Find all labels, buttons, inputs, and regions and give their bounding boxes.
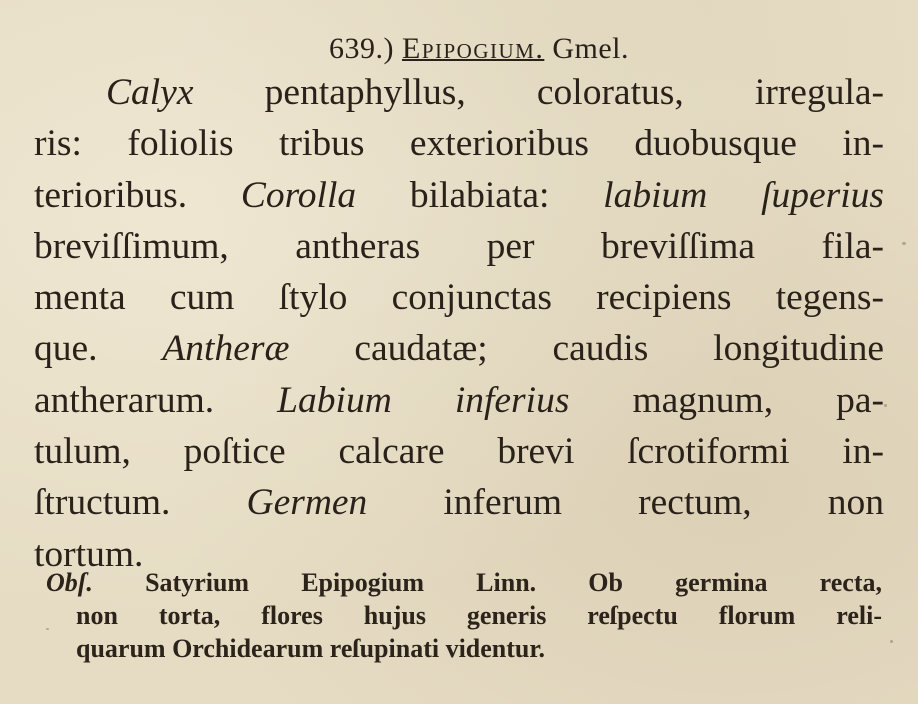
text-line	[46, 566, 882, 599]
term-germen: Germen	[246, 482, 368, 524]
text-run: tulum, poſtice calcare brevi ſcrotiformi in-	[34, 431, 884, 473]
text-line	[46, 632, 882, 665]
text-line	[34, 118, 884, 169]
text-run: bilabiata:	[356, 174, 604, 216]
paper-speck	[884, 404, 887, 407]
text-run: que.	[34, 328, 163, 370]
text-run: quarum Orchidearum reſupinati videntur.	[76, 634, 546, 663]
text-run: non torta, flores hujus generis reſpectu florum reli-	[76, 601, 882, 630]
text-run: pentaphyllus, coloratus, irregula-	[193, 72, 884, 113]
paper-speck	[614, 300, 616, 302]
text-line	[34, 323, 884, 374]
paper-speck	[46, 628, 49, 630]
term-labium-inferius: Labium inferius	[277, 379, 570, 421]
text-line	[34, 67, 884, 118]
text-run: caudatæ; caudis longitudine	[289, 328, 884, 370]
genus-description	[34, 67, 884, 580]
genus-author: Gmel.	[552, 32, 629, 65]
text-run: antherarum.	[34, 379, 278, 421]
genus-name: Epipogium.	[402, 32, 545, 65]
text-run: terioribus.	[34, 174, 241, 216]
observation-note	[46, 566, 882, 665]
text-line	[34, 375, 884, 426]
text-run: inferum rectum, non	[367, 482, 884, 524]
term-corolla: Corolla	[240, 174, 357, 216]
paper-speck	[902, 242, 906, 245]
text-run: ſtructum.	[34, 482, 247, 524]
entry-number: 639.)	[329, 32, 394, 65]
text-line	[34, 477, 884, 528]
text-line	[34, 272, 884, 323]
text-run: breviſſimum, antheras per breviſſima fila-	[34, 225, 884, 267]
obs-label: Obſ.	[46, 568, 93, 597]
next-entry-fragment	[290, 694, 630, 704]
term-antherae: Antheræ	[162, 328, 290, 370]
term-labium-superius: labium ſuperius	[603, 174, 884, 216]
text-run: Satyrium Epipogium Linn. Ob germina recta,	[92, 568, 882, 597]
text-run: magnum, pa-	[569, 379, 884, 421]
genus-heading	[0, 32, 918, 66]
text-run: ris: foliolis tribus exterioribus duobusque in-	[34, 123, 884, 165]
term-calyx: Calyx	[106, 72, 194, 113]
text-run: tortum.	[34, 533, 144, 575]
text-line	[34, 426, 884, 477]
text-run: menta cum ſtylo conjunctas recipiens tegens-	[34, 277, 884, 319]
paper-speck	[890, 640, 893, 643]
text-line	[34, 221, 884, 272]
text-line	[46, 599, 882, 632]
text-line	[34, 170, 884, 221]
